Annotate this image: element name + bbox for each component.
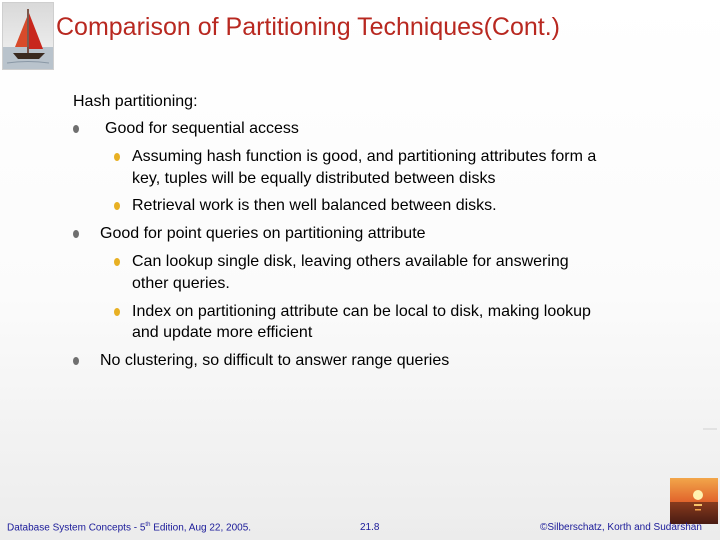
bullet-text: No clustering, so difficult to answer range queries [100,352,450,369]
footer-edition-date: Edition, Aug 22, 2005. [150,522,252,534]
sub-bullet-line: Can lookup single disk, leaving others available for answering [132,253,569,270]
sub-bullet-dot-icon [114,202,120,210]
sub-bullet-line: Index on partitioning attribute can be local to disk, making lookup [132,303,591,320]
sub-bullet-line: other queries. [132,275,230,292]
sailboat-logo-icon [2,2,54,70]
bullet-dot-icon [73,230,79,238]
intro-text: Hash partitioning: [73,93,198,110]
bullet-dot-icon [73,125,79,133]
sub-bullet-line: Assuming hash function is good, and partitioning attributes form a [132,148,597,165]
sunset-image-icon [670,478,718,524]
sub-bullet-line: and update more efficient [132,324,313,341]
sub-bullet-dot-icon [114,258,120,266]
footer-edition [7,522,251,533]
footer-page-number: 21.8 [360,522,380,533]
sub-bullet-dot-icon [114,308,120,316]
decorative-divider [703,428,717,430]
slide-title: Comparison of Partitioning Techniques(Cont.) [56,13,560,41]
sub-bullet-line: key, tuples will be equally distributed between disks [132,170,496,187]
sub-bullet-dot-icon [114,153,120,161]
footer-copyright: ©Silberschatz, Korth and Sudarshan [540,522,702,533]
bullet-dot-icon [73,357,79,365]
bullet-text: Good for sequential access [105,120,299,137]
bullet-text: Good for point queries on partitioning attribute [100,225,426,242]
footer-edition-text: Database System Concepts - 5 [7,522,146,534]
sub-bullet-line: Retrieval work is then well balanced between disks. [132,197,497,214]
footer-edition-sup: th [145,522,151,528]
